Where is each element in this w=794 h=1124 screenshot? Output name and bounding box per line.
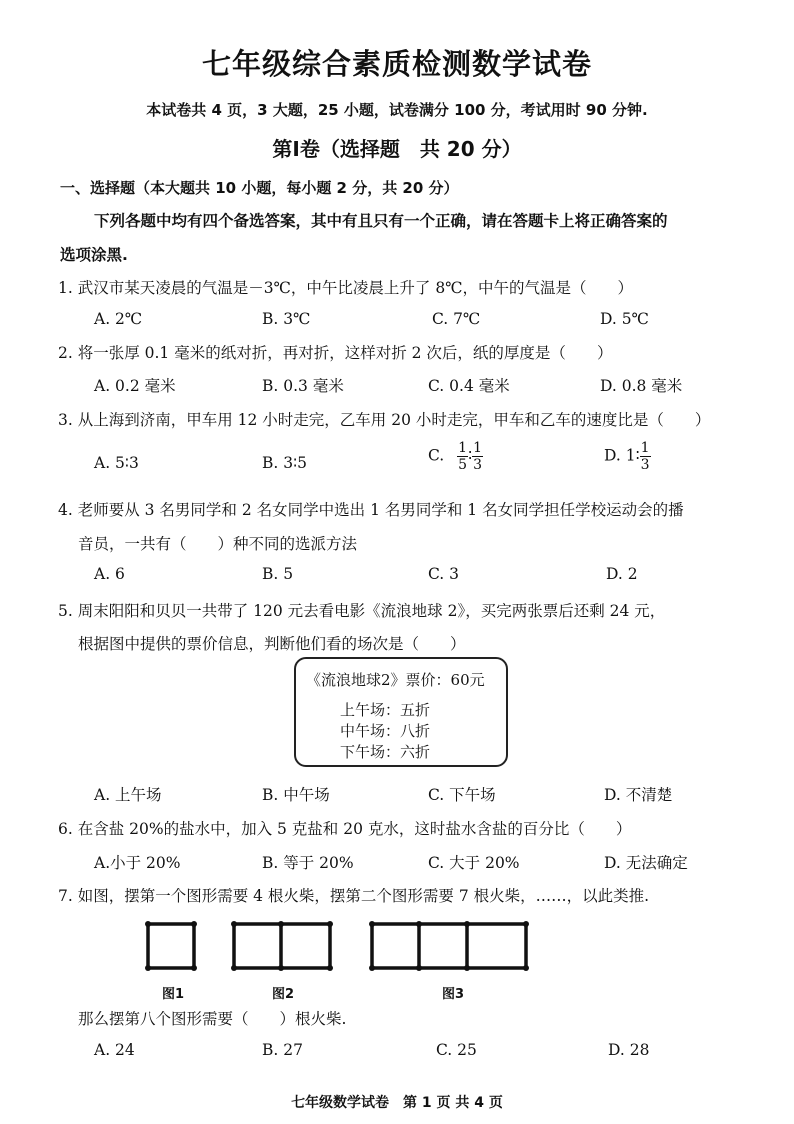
- q7-option-b: B. 27: [262, 1041, 303, 1059]
- q3-option-c-fraction2: [472, 440, 483, 473]
- q4-stem-line1: 4. 老师要从 3 名男同学和 2 名女同学中选出 1 名男同学和 1 名女同学担任学校运动会的播: [58, 501, 684, 519]
- q1-stem: 1. 武汉市某天凌晨的气温是－3℃，中午比凌晨上升了 8℃，中午的气温是（ ）: [58, 279, 634, 297]
- ticket-price-box: [294, 657, 508, 767]
- figure-1-label: 图1: [162, 987, 185, 1002]
- q3-option-c-fraction1: [457, 440, 468, 473]
- q7-option-c: C. 25: [436, 1041, 477, 1059]
- ticket-noon-price: 中午场：八折: [340, 722, 431, 740]
- q4-option-c: C. 3: [428, 565, 460, 583]
- q4-option-a: A. 6: [94, 565, 125, 583]
- q3-option-d-fraction: [640, 440, 651, 473]
- ticket-morning-price: 上午场：五折: [340, 701, 431, 719]
- q5-option-a: A. 上午场: [94, 786, 162, 804]
- figure-2-squares: [234, 924, 330, 968]
- q6-stem: 6. 在含盐 20%的盐水中，加入 5 克盐和 20 克水，这时盐水含盐的百分比（ ）: [58, 820, 632, 838]
- fraction-numerator: 1: [473, 440, 483, 456]
- fraction-denominator: 3: [640, 457, 650, 473]
- matchstick-figures: [140, 918, 540, 978]
- section-heading: 一、选择题（本大题共 10 小题，每小题 2 分，共 20 分）: [60, 179, 459, 197]
- q3-option-d: [604, 440, 651, 473]
- ratio-colon: ∶: [468, 446, 473, 465]
- fraction-denominator: 5: [458, 457, 468, 473]
- q2-option-c: C. 0.4 毫米: [428, 377, 510, 395]
- q1-option-b: B. 3℃: [262, 310, 311, 328]
- q3-option-a: A. 5∶3: [94, 454, 139, 472]
- figure-3-squares: [372, 924, 526, 968]
- q7-option-a: A. 24: [94, 1041, 135, 1059]
- q4-stem-line2: 音员，一共有（ ）种不同的选派方法: [78, 535, 358, 553]
- q5-stem-line1: 5. 周末阳阳和贝贝一共带了 120 元去看电影《流浪地球 2》，买完两张票后还剩 24 元，: [58, 602, 666, 620]
- exam-subtitle: 本试卷共 4 页，3 大题，25 小题，试卷满分 100 分，考试用时 90 分钟.: [146, 101, 648, 119]
- q1-option-a: A. 2℃: [94, 310, 143, 328]
- part-heading: 第Ⅰ卷（选择题 共 20 分）: [272, 137, 522, 161]
- fraction-numerator: 1: [458, 440, 468, 456]
- ticket-price-heading: 《流浪地球2》票价：60元: [306, 671, 485, 689]
- q5-option-b: B. 中午场: [262, 786, 330, 804]
- figure-3-label: 图3: [442, 987, 465, 1002]
- exam-title: 七年级综合素质检测数学试卷: [201, 47, 592, 81]
- q6-option-d: D. 无法确定: [604, 854, 688, 872]
- q3-stem: 3. 从上海到济南，甲车用 12 小时走完，乙车用 20 小时走完，甲车和乙车的速度比是（ ）: [58, 411, 711, 429]
- q6-option-c: C. 大于 20%: [428, 854, 520, 872]
- q3-option-d-label: D. 1∶: [604, 446, 640, 465]
- page-footer: 七年级数学试卷 第 1 页 共 4 页: [291, 1095, 503, 1111]
- q2-option-a: A. 0.2 毫米: [94, 377, 176, 395]
- q7-stem-line2: 那么摆第八个图形需要（ ）根火柴.: [78, 1010, 347, 1028]
- q7-option-d: D. 28: [608, 1041, 650, 1059]
- q2-option-d: D. 0.8 毫米: [600, 377, 683, 395]
- q2-stem: 2. 将一张厚 0.1 毫米的纸对折，再对折，这样对折 2 次后，纸的厚度是（ ）: [58, 344, 613, 362]
- fraction-numerator: 1: [640, 440, 650, 456]
- section-instruction-line1: 下列各题中均有四个备选答案，其中有且只有一个正确，请在答题卡上将正确答案的: [94, 212, 668, 230]
- fraction-denominator: 3: [473, 457, 483, 473]
- q7-stem: 7. 如图，摆第一个图形需要 4 根火柴，摆第二个图形需要 7 根火柴，……，以此类推.: [58, 887, 650, 905]
- q6-option-b: B. 等于 20%: [262, 854, 354, 872]
- q5-stem-line2: 根据图中提供的票价信息，判断他们看的场次是（ ）: [78, 635, 466, 653]
- q3-option-c: [428, 440, 483, 473]
- q3-option-b: B. 3∶5: [262, 454, 308, 472]
- q5-option-c: C. 下午场: [428, 786, 496, 804]
- q3-option-c-label: C.: [428, 446, 445, 465]
- q1-option-c: C. 7℃: [432, 310, 481, 328]
- q5-option-d: D. 不清楚: [604, 786, 673, 804]
- q4-option-d: D. 2: [606, 565, 638, 583]
- q4-option-b: B. 5: [262, 565, 294, 583]
- q2-option-b: B. 0.3 毫米: [262, 377, 344, 395]
- section-instruction-line2: 选项涂黑.: [60, 246, 128, 264]
- q6-option-a: A.小于 20%: [94, 854, 181, 872]
- figure-1-squares: [148, 924, 194, 968]
- q1-option-d: D. 5℃: [600, 310, 649, 328]
- ticket-afternoon-price: 下午场：六折: [340, 743, 431, 761]
- figure-2-label: 图2: [272, 987, 295, 1002]
